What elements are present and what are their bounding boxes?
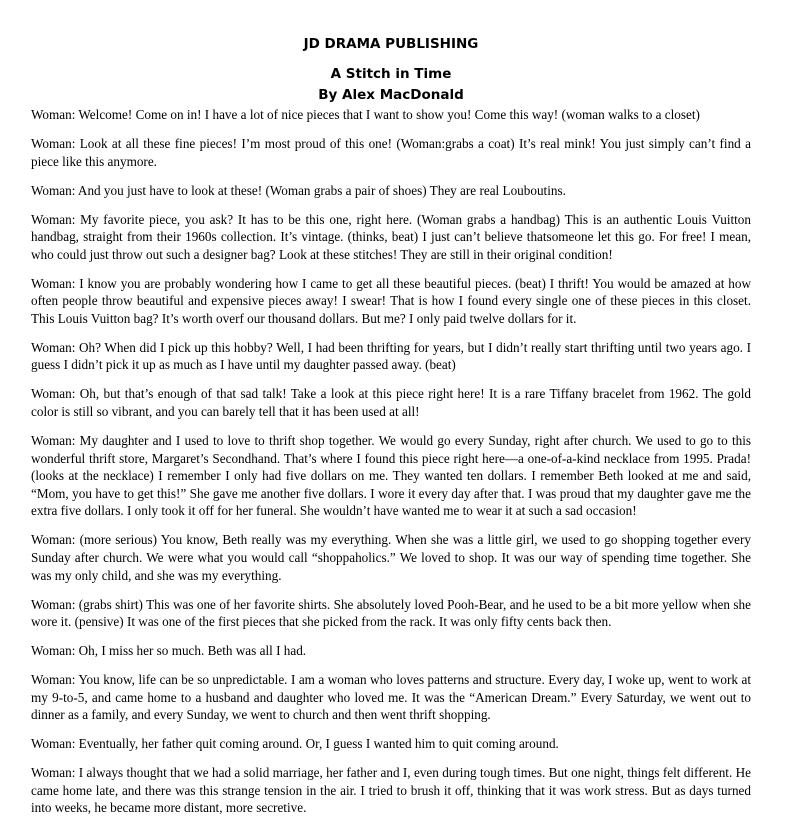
script-paragraph: Woman: (more serious) You know, Beth really was my everything. When she was a little girl, we used to go shopping together every Sunday after church. We were what you would call “shoppaholics.” We loved to shop. It was our way of spending time together. She was my only child, and she was my everything. xyxy=(31,532,751,583)
play-title: A Stitch in Time xyxy=(330,66,452,82)
script-page xyxy=(31,33,751,828)
script-paragraph: Woman: Look at all these fine pieces! I’m most proud of this one! (Woman:grabs a coat) It’s real mink! You just simply can’t find a piece like this anymore. xyxy=(31,135,751,169)
script-paragraph: Woman: And you just have to look at these! (Woman grabs a pair of shoes) They are real Louboutins. xyxy=(31,182,566,198)
script-paragraph: Woman: My daughter and I used to love to thrift shop together. We would go every Sunday, right after church. We used to go to this wonderful thrift store, Margaret’s Secondhand. That’s where I found this piece right here—a one-of-a-kind necklace from 1995. Prada! (looks at the necklace) I remember I only had five dollars on me. They wanted ten dollars. I remember Beth looked at me and said, “Mom, you have to get this!” She gave me another five dollars. I wore it every day after that. I was proud that my daughter gave me the extra five dollars. I only took it off for her funeral. She wouldn’t have wanted me to wear it at such a sad occasion! xyxy=(31,433,751,519)
script-paragraph: Woman: I always thought that we had a solid marriage, her father and I, even during tough times. But one night, things felt different. He came home late, and there was this strange tension in the air. I tried to brush it off, thinking that it was work stress. But as days turned into weeks, he became more distant, more secretive. xyxy=(31,765,751,816)
script-paragraph: Woman: Oh, but that’s enough of that sad talk! Take a look at this piece right here! It is a rare Tiffany bracelet from 1962. The gold color is still so vibrant, and you can barely tell that it has been used at all! xyxy=(31,386,751,420)
play-author: By Alex MacDonald xyxy=(318,87,464,103)
script-paragraph: Woman: Oh? When did I pick up this hobby? Well, I had been thrifting for years, but I didn’t really start thrifting until two years ago. I guess I didn’t pick it up as much as I have until my daughter passed away. (beat) xyxy=(31,339,751,373)
script-paragraph: Woman: I know you are probably wondering how I came to get all these beautiful pieces. (beat) I thrift! You would be amazed at how often people throw beautiful and expensive pieces away! I swear! That is how I found every single one of these pieces in this closet. This Louis Vuitton bag? It’s worth overf our thousand dollars. But me? I only paid twelve dollars for it. xyxy=(31,275,751,326)
script-paragraph: Woman: Eventually, her father quit coming around. Or, I guess I wanted him to quit coming around. xyxy=(31,736,559,752)
script-paragraph: Woman: Welcome! Come on in! I have a lot of nice pieces that I want to show you! Come this way! (woman walks to a closet) xyxy=(31,107,700,122)
publisher-heading: JD DRAMA PUBLISHING xyxy=(303,36,479,52)
script-paragraph: Woman: You know, life can be so unpredictable. I am a woman who loves patterns and structure. Every day, I woke up, went to work at my 9-to-5, and came home to a husband and daughter who loved me. It was the “American Dream.” Every Saturday, we went out to dinner as a family, and every Sunday, we went to church and then went thrift shopping. xyxy=(31,672,751,723)
script-body xyxy=(31,106,751,817)
script-paragraph: Woman: My favorite piece, you ask? It has to be this one, right here. (Woman grabs a handbag) This is an authentic Louis Vuitton handbag, straight from their 1960s collection. It’s vintage. (thinks, beat) I just can’t believe thatsomeone let this go. For free! I mean, who could just throw out such a designer bag? Look at these stitches! They are still in their original condition! xyxy=(31,211,751,262)
script-paragraph: Woman: (grabs shirt) This was one of her favorite shirts. She absolutely loved Pooh-Bear, and he used to be a bit more yellow when she wore it. (pensive) It was one of the first pieces that she picked from the rack. It was only fifty cents back then. xyxy=(31,596,751,630)
title-block xyxy=(31,64,751,106)
script-paragraph: Woman: Oh, I miss her so much. Beth was all I had. xyxy=(31,643,307,659)
